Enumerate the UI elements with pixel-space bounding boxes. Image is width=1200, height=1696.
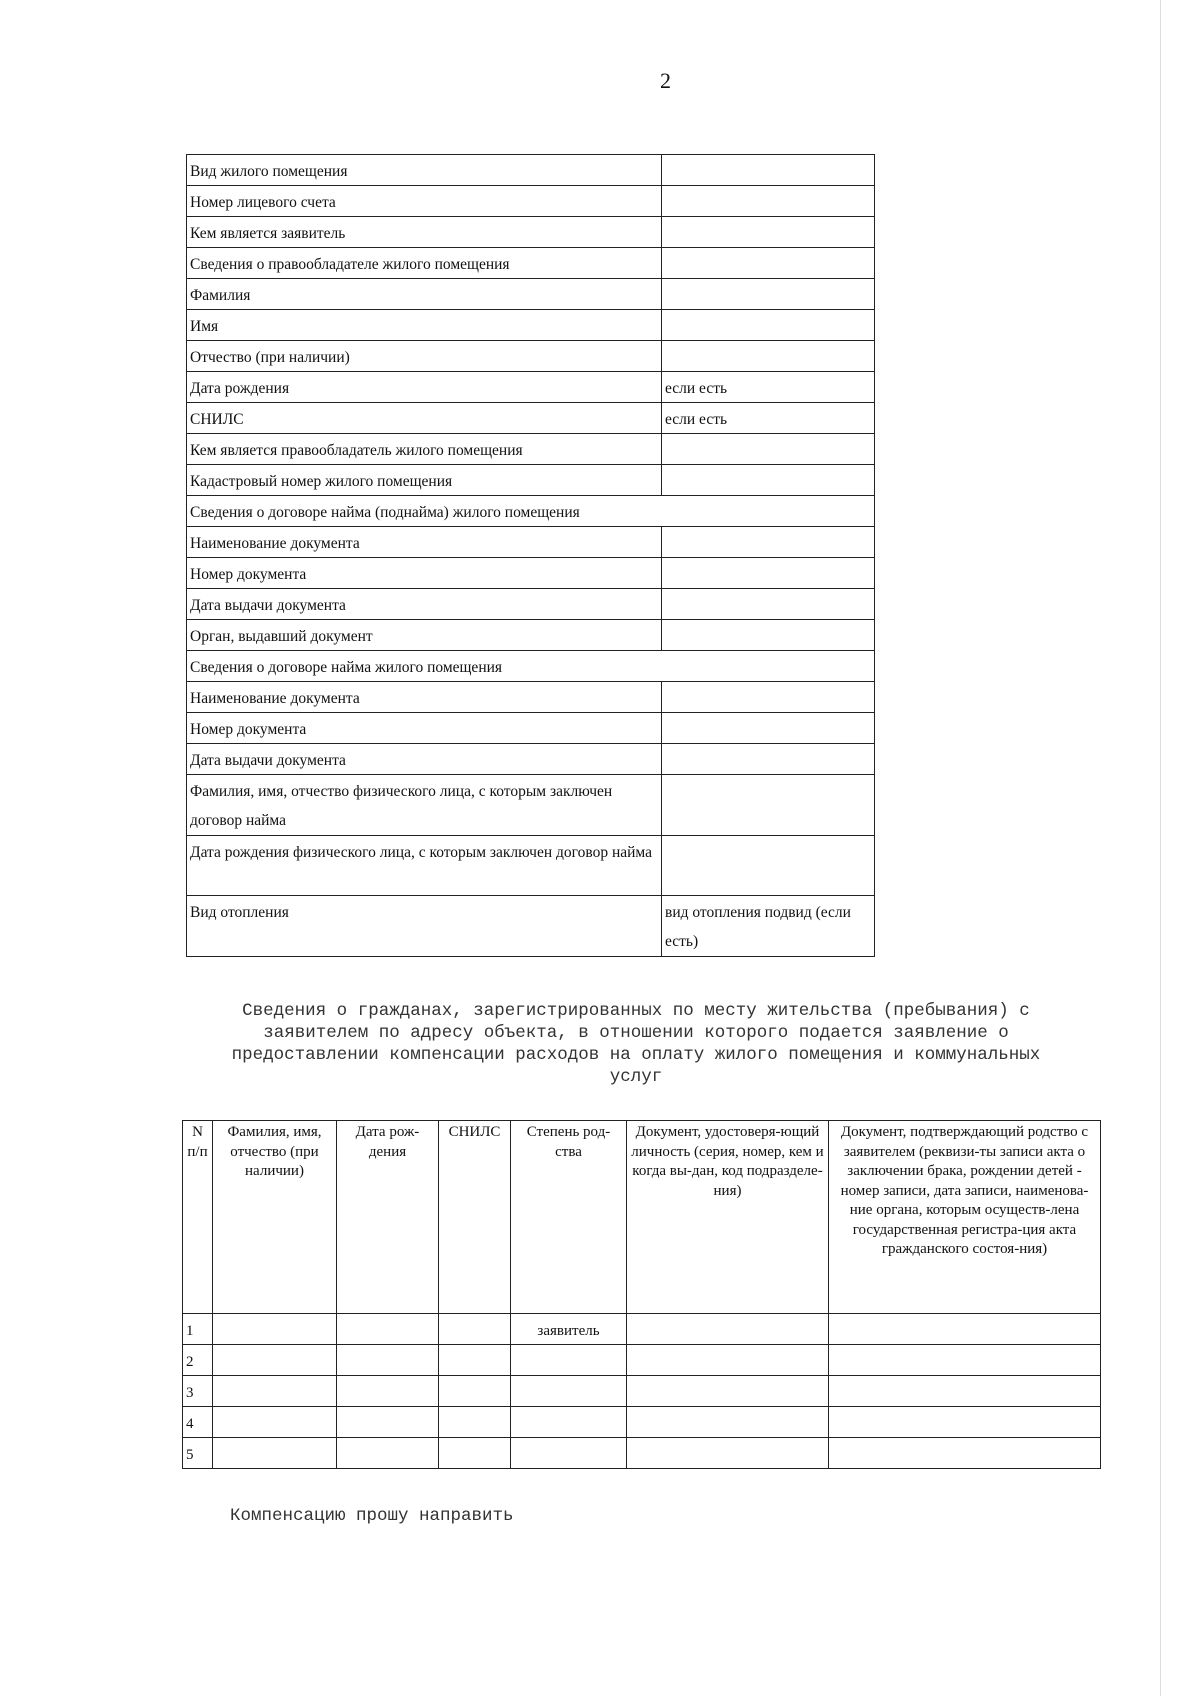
citizen-empty-cell[interactable]: [439, 1345, 511, 1376]
citizen-empty-cell[interactable]: [337, 1314, 439, 1345]
form-row-label: Сведения о правообладателе жилого помещения: [187, 248, 662, 279]
section-heading: Сведения о гражданах, зарегистрированных по месту жительства (пребывания) с заявителем по адресу объекта, в отношении которого подается заявление о предоставлении компенсации расходов на оплату жилого помещения и коммунальных услуг: [231, 1001, 1041, 1087]
form-row: [187, 248, 875, 279]
citizen-row-number: 2: [183, 1345, 213, 1376]
citizen-empty-cell[interactable]: [337, 1345, 439, 1376]
form-row: [187, 155, 875, 186]
citizens-column-header: Дата рож-дения: [337, 1121, 439, 1314]
form-row-value[interactable]: если есть: [662, 372, 875, 403]
citizen-empty-cell[interactable]: [627, 1407, 829, 1438]
citizen-empty-cell[interactable]: [627, 1345, 829, 1376]
form-row-label: СНИЛС: [187, 403, 662, 434]
form-row-value[interactable]: [662, 620, 875, 651]
form-row-value[interactable]: [662, 186, 875, 217]
form-row-value[interactable]: вид отопления подвид (если есть): [662, 896, 875, 957]
citizen-empty-cell[interactable]: [213, 1314, 337, 1345]
citizen-row-number: 1: [183, 1314, 213, 1345]
form-row: [187, 465, 875, 496]
citizen-row: [183, 1407, 1101, 1438]
citizen-relation-cell[interactable]: [511, 1376, 627, 1407]
form-row-label: Кадастровый номер жилого помещения: [187, 465, 662, 496]
citizen-empty-cell[interactable]: [337, 1407, 439, 1438]
form-row-value[interactable]: [662, 310, 875, 341]
form-row: [187, 527, 875, 558]
form-row-value[interactable]: [662, 279, 875, 310]
form-row-label: Вид жилого помещения: [187, 155, 662, 186]
citizen-empty-cell[interactable]: [829, 1407, 1101, 1438]
citizen-row-number: 5: [183, 1438, 213, 1469]
form-row-value[interactable]: [662, 775, 875, 836]
form-row: [187, 651, 875, 682]
citizen-row: [183, 1438, 1101, 1469]
compensation-direction-text: Компенсацию прошу направить: [230, 1506, 514, 1526]
form-row-value[interactable]: [662, 465, 875, 496]
citizen-empty-cell[interactable]: [627, 1314, 829, 1345]
form-row-label: Фамилия, имя, отчество физического лица, с которым заключен договор найма: [187, 775, 662, 836]
citizen-empty-cell[interactable]: [439, 1438, 511, 1469]
form-row-value[interactable]: [662, 248, 875, 279]
form-row: [187, 589, 875, 620]
citizen-empty-cell[interactable]: [439, 1376, 511, 1407]
form-row-label: Отчество (при наличии): [187, 341, 662, 372]
form-row-label: Кем является заявитель: [187, 217, 662, 248]
form-row: [187, 186, 875, 217]
citizen-row: [183, 1314, 1101, 1345]
citizen-row: [183, 1345, 1101, 1376]
form-row-value[interactable]: [662, 836, 875, 896]
citizens-column-header: Документ, удостоверя-ющий личность (серия, номер, кем и когда вы-дан, код подразделе-ния): [627, 1121, 829, 1314]
form-row-value[interactable]: [662, 558, 875, 589]
citizen-empty-cell[interactable]: [337, 1438, 439, 1469]
form-row-label: Дата выдачи документа: [187, 589, 662, 620]
form-row-label: Кем является правообладатель жилого помещения: [187, 434, 662, 465]
form-row-label: Фамилия: [187, 279, 662, 310]
form-row-label: Вид отопления: [187, 896, 662, 957]
citizen-empty-cell[interactable]: [213, 1407, 337, 1438]
form-row: [187, 775, 875, 836]
citizen-row: [183, 1376, 1101, 1407]
citizen-empty-cell[interactable]: [627, 1376, 829, 1407]
citizens-column-header: Документ, подтверждающий родство с заявителем (реквизи-ты записи акта о заключении брака, рождении детей - номер записи, дата записи, наименова-ние органа, которым осуществ-лена государственная регистра-ция акта гражданского состоя-ния): [829, 1121, 1101, 1314]
form-row-label: Орган, выдавший документ: [187, 620, 662, 651]
form-row-label: Наименование документа: [187, 527, 662, 558]
citizen-empty-cell[interactable]: [439, 1407, 511, 1438]
form-row-label: Сведения о договоре найма (поднайма) жилого помещения: [187, 496, 875, 527]
citizen-row-number: 3: [183, 1376, 213, 1407]
citizen-empty-cell[interactable]: [337, 1376, 439, 1407]
form-row: [187, 403, 875, 434]
citizen-relation-cell[interactable]: заявитель: [511, 1314, 627, 1345]
form-row-value[interactable]: [662, 434, 875, 465]
citizen-empty-cell[interactable]: [213, 1345, 337, 1376]
form-row-value[interactable]: [662, 341, 875, 372]
form-row: [187, 836, 875, 896]
form-row: [187, 713, 875, 744]
citizen-empty-cell[interactable]: [213, 1438, 337, 1469]
citizens-table-header: [183, 1121, 1101, 1314]
form-row: [187, 310, 875, 341]
form-row-value[interactable]: [662, 589, 875, 620]
citizens-column-header: СНИЛС: [439, 1121, 511, 1314]
page-number: 2: [660, 68, 671, 93]
citizen-row-number: 4: [183, 1407, 213, 1438]
form-row: [187, 341, 875, 372]
applicant-info-table: [186, 154, 875, 957]
form-row-label: Сведения о договоре найма жилого помещения: [187, 651, 875, 682]
form-row-value[interactable]: [662, 713, 875, 744]
scan-edge-line: [1160, 0, 1161, 1696]
form-row-label: Имя: [187, 310, 662, 341]
form-row-value[interactable]: [662, 682, 875, 713]
citizens-column-header: Степень род-ства: [511, 1121, 627, 1314]
form-row-label: Дата выдачи документа: [187, 744, 662, 775]
form-row: [187, 620, 875, 651]
form-row-value[interactable]: [662, 527, 875, 558]
form-row: [187, 279, 875, 310]
form-row: [187, 217, 875, 248]
citizen-relation-cell[interactable]: [511, 1438, 627, 1469]
registered-citizens-table: [182, 1120, 1101, 1469]
form-row-value[interactable]: если есть: [662, 403, 875, 434]
form-row-label: Дата рождения: [187, 372, 662, 403]
form-row: [187, 558, 875, 589]
form-row-value[interactable]: [662, 744, 875, 775]
citizens-column-header: Фамилия, имя, отчество (при наличии): [213, 1121, 337, 1314]
form-row: [187, 896, 875, 957]
form-row: [187, 682, 875, 713]
form-row-label: Дата рождения физического лица, с которым заключен договор найма: [187, 836, 662, 896]
citizen-empty-cell[interactable]: [627, 1438, 829, 1469]
form-row-label: Номер лицевого счета: [187, 186, 662, 217]
form-row-label: Номер документа: [187, 558, 662, 589]
form-row-label: Наименование документа: [187, 682, 662, 713]
form-row: [187, 372, 875, 403]
citizen-empty-cell[interactable]: [829, 1314, 1101, 1345]
citizen-empty-cell[interactable]: [829, 1438, 1101, 1469]
form-row: [187, 744, 875, 775]
form-row: [187, 434, 875, 465]
form-row-label: Номер документа: [187, 713, 662, 744]
citizen-empty-cell[interactable]: [213, 1376, 337, 1407]
citizen-empty-cell[interactable]: [439, 1314, 511, 1345]
citizens-column-header: N п/п: [183, 1121, 213, 1314]
citizen-relation-cell[interactable]: [511, 1345, 627, 1376]
citizen-relation-cell[interactable]: [511, 1407, 627, 1438]
citizen-empty-cell[interactable]: [829, 1345, 1101, 1376]
form-row-value[interactable]: [662, 217, 875, 248]
form-row-value[interactable]: [662, 155, 875, 186]
citizen-empty-cell[interactable]: [829, 1376, 1101, 1407]
form-row: [187, 496, 875, 527]
